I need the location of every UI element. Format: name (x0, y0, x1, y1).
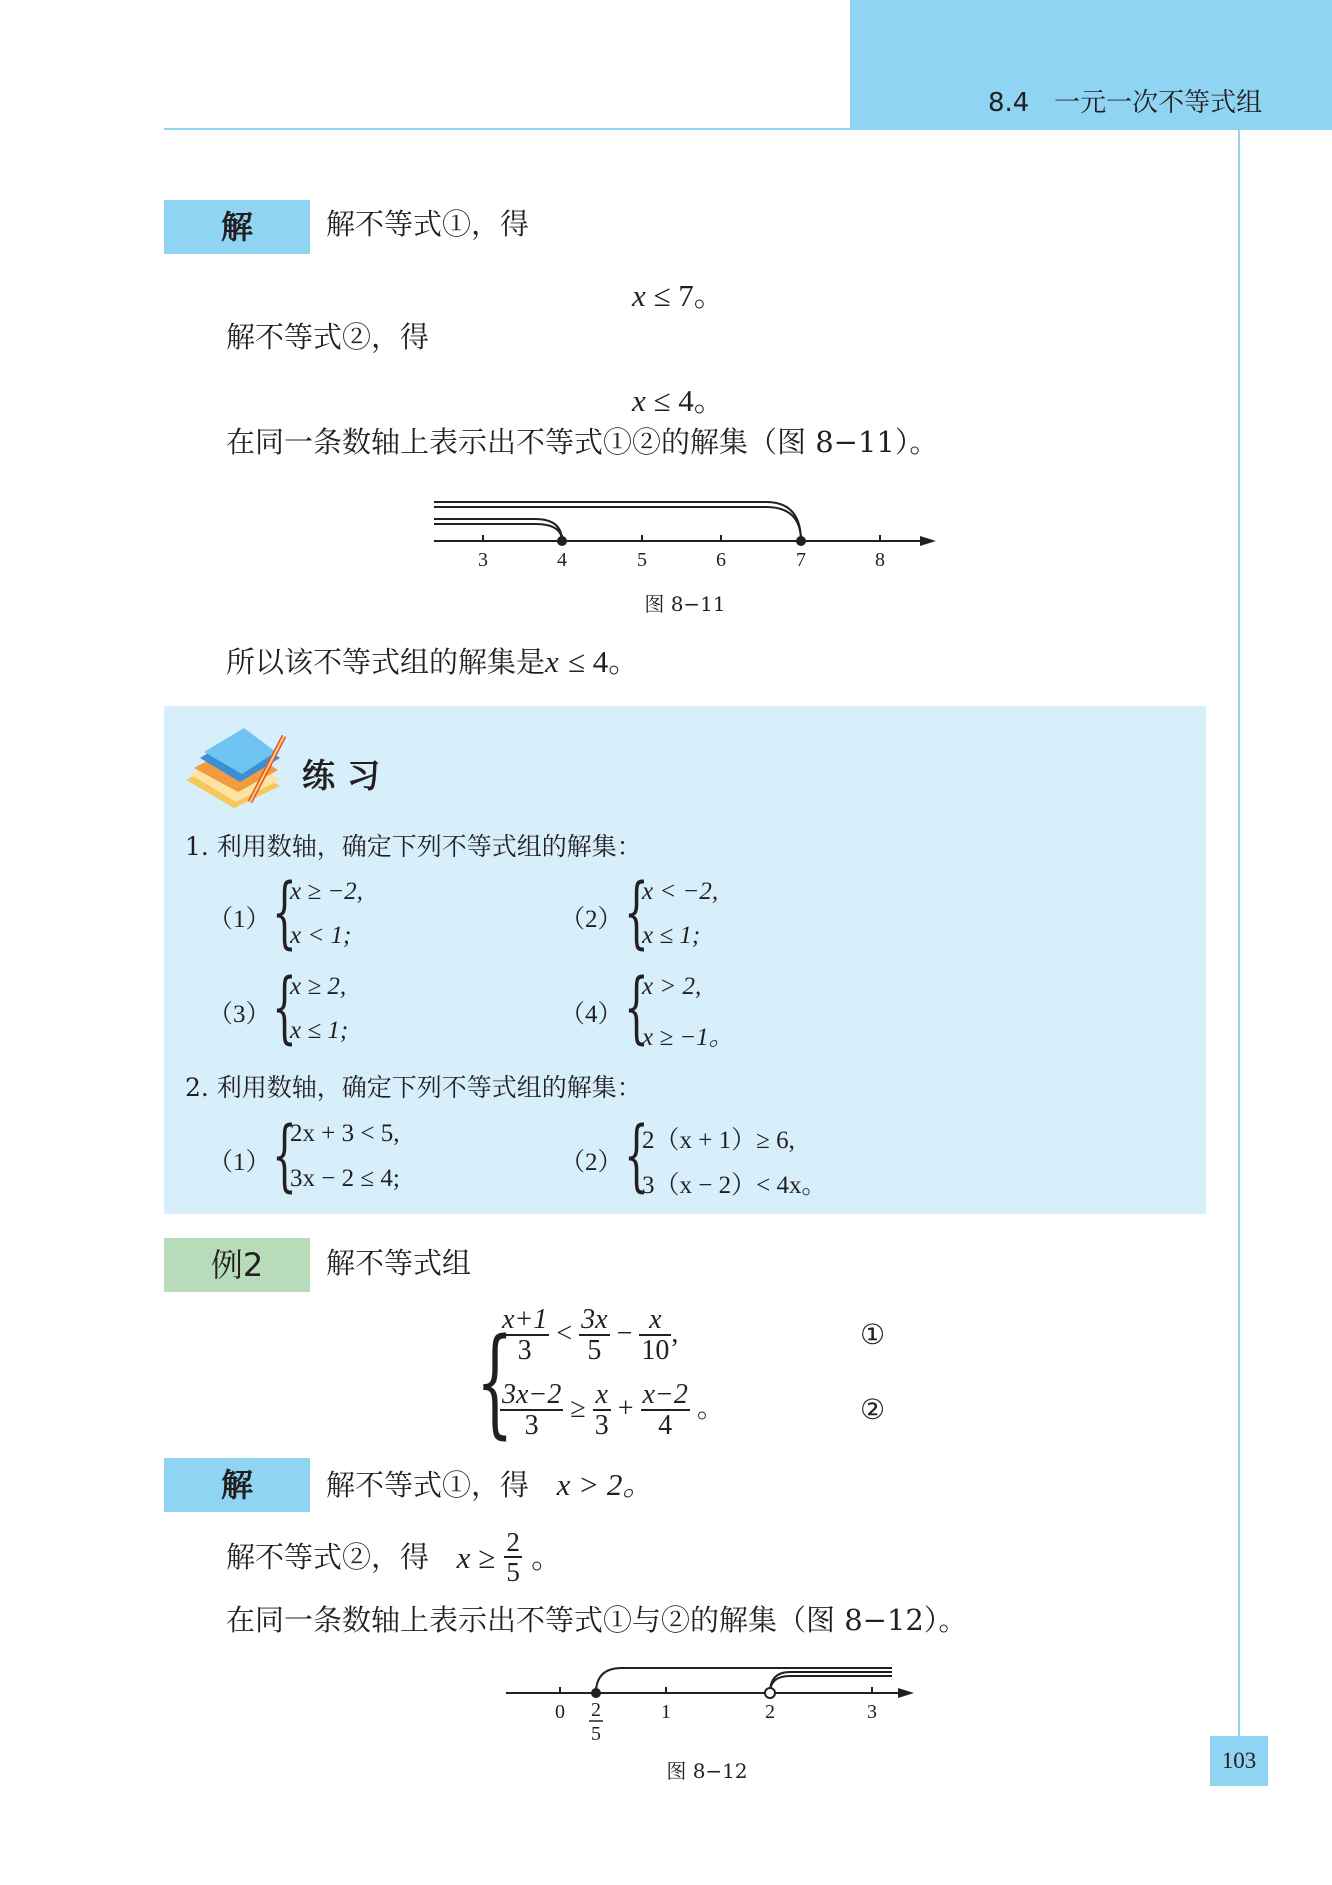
system-line: x < 1; (290, 922, 352, 949)
tick-label: 5 (637, 549, 647, 571)
exercise-label: （4） (560, 1001, 623, 1028)
solution2-line1: 解不等式①，得 x > 2。 (326, 1467, 654, 1502)
solution-ray-x-le-4 (434, 524, 562, 541)
closed-point-2-5 (591, 1688, 601, 1698)
solution-ray-x-gt-2 (770, 1676, 892, 1693)
tick-label: 0 (555, 1701, 565, 1723)
solution1-line1: 解不等式①，得 (326, 207, 530, 241)
section-name: 一元一次不等式组 (1054, 88, 1263, 118)
practice-question-1: 1. 利用数轴，确定下列不等式组的解集： (185, 832, 642, 861)
example2-inequality-1: $\frac{x+1}{3}$ < $\frac{3x}{5}$ − $\frac{x}{10}$ , (502, 1304, 679, 1367)
closed-point-4 (557, 536, 567, 546)
exercise-label: （2） (560, 1149, 623, 1176)
exercise-label: （2） (560, 906, 623, 933)
solution-tag: 解 (164, 200, 310, 254)
system-line: 3（x − 2）< 4x。 (642, 1172, 827, 1199)
example2-inequality-2: $\frac{3x-2}{3}$ ≥ $\frac{x}{3}$ + $\frac{x-2}{4}$ 。 (502, 1379, 725, 1442)
system-brace: { (272, 1111, 297, 1201)
figure-caption: 图 8−11 (644, 592, 726, 616)
tick-label: 6 (716, 549, 726, 571)
system-line: 2x + 3 < 5, (290, 1120, 400, 1147)
axis-arrow (898, 1688, 914, 1698)
tick-label: 2 (765, 1701, 775, 1723)
system-brace: { (272, 963, 297, 1053)
system-line: x ≥ −2, (290, 878, 363, 905)
closed-point-7 (796, 536, 806, 546)
solution1-conclusion: 所以该不等式组的解集是x ≤ 4。 (226, 644, 640, 679)
practice-title: 练习 (302, 756, 392, 795)
figure-caption: 图 8−12 (666, 1759, 748, 1783)
solution1-line3: 在同一条数轴上表示出不等式①②的解集（图 8−11）。 (226, 425, 939, 459)
section-title (988, 82, 1262, 119)
tick-label: 8 (875, 549, 885, 571)
solution-tag: 解 (164, 1458, 310, 1512)
system-line: x < −2, (642, 878, 719, 905)
number-line-figure-8-11 (430, 480, 950, 580)
solution1-result1: x ≤ 7。 (632, 278, 725, 313)
open-point-2 (765, 1688, 775, 1698)
system-line: x > 2, (642, 973, 702, 1000)
solution2-line2: 解不等式②，得 x ≥ $\frac{2}{5}$ 。 (226, 1527, 563, 1588)
system-brace: { (624, 868, 649, 958)
tick-label: 1 (661, 1701, 671, 1723)
number-line-figure-8-12 (500, 1650, 940, 1750)
solution1-line2: 解不等式②，得 (226, 320, 430, 354)
equation-marker: ① (860, 1320, 886, 1351)
exercise-label: （1） (208, 1149, 271, 1176)
system-line: x ≤ 1; (642, 922, 701, 949)
header-rule (164, 128, 850, 130)
system-line: x ≥ 2, (290, 973, 347, 1000)
tick-label: 3 (867, 1701, 877, 1723)
example-tag: 例2 (164, 1238, 310, 1292)
system-brace: { (476, 1312, 514, 1450)
system-line: x ≤ 1; (290, 1017, 349, 1044)
page-number: 103 (1210, 1736, 1268, 1786)
tick-label: 3 (478, 549, 488, 571)
exercise-label: （3） (208, 1001, 271, 1028)
system-line: 2（x + 1）≥ 6, (642, 1127, 795, 1154)
solution2-line3: 在同一条数轴上表示出不等式①与②的解集（图 8−12）。 (226, 1603, 968, 1637)
equation-marker: ② (860, 1395, 886, 1426)
system-line: 3x − 2 ≤ 4; (290, 1165, 400, 1192)
practice-question-2: 2. 利用数轴，确定下列不等式组的解集： (185, 1073, 642, 1102)
tick-fraction-numerator: 2 (591, 1699, 601, 1721)
axis-arrow (920, 536, 936, 546)
side-rule (1238, 128, 1240, 1738)
system-line: x ≥ −1。 (642, 1024, 734, 1051)
exercise-label: （1） (208, 906, 271, 933)
system-brace: { (624, 1111, 649, 1201)
practice-book-icon (180, 722, 290, 808)
solution1-result2: x ≤ 4。 (632, 383, 725, 418)
system-brace: { (624, 963, 649, 1053)
tick-fraction-denominator: 5 (591, 1723, 601, 1745)
tick-label: 7 (796, 549, 806, 571)
tick-label: 4 (557, 549, 567, 571)
example2-text: 解不等式组 (326, 1246, 472, 1280)
section-number: 8.4 (988, 88, 1030, 118)
system-brace: { (272, 868, 297, 958)
